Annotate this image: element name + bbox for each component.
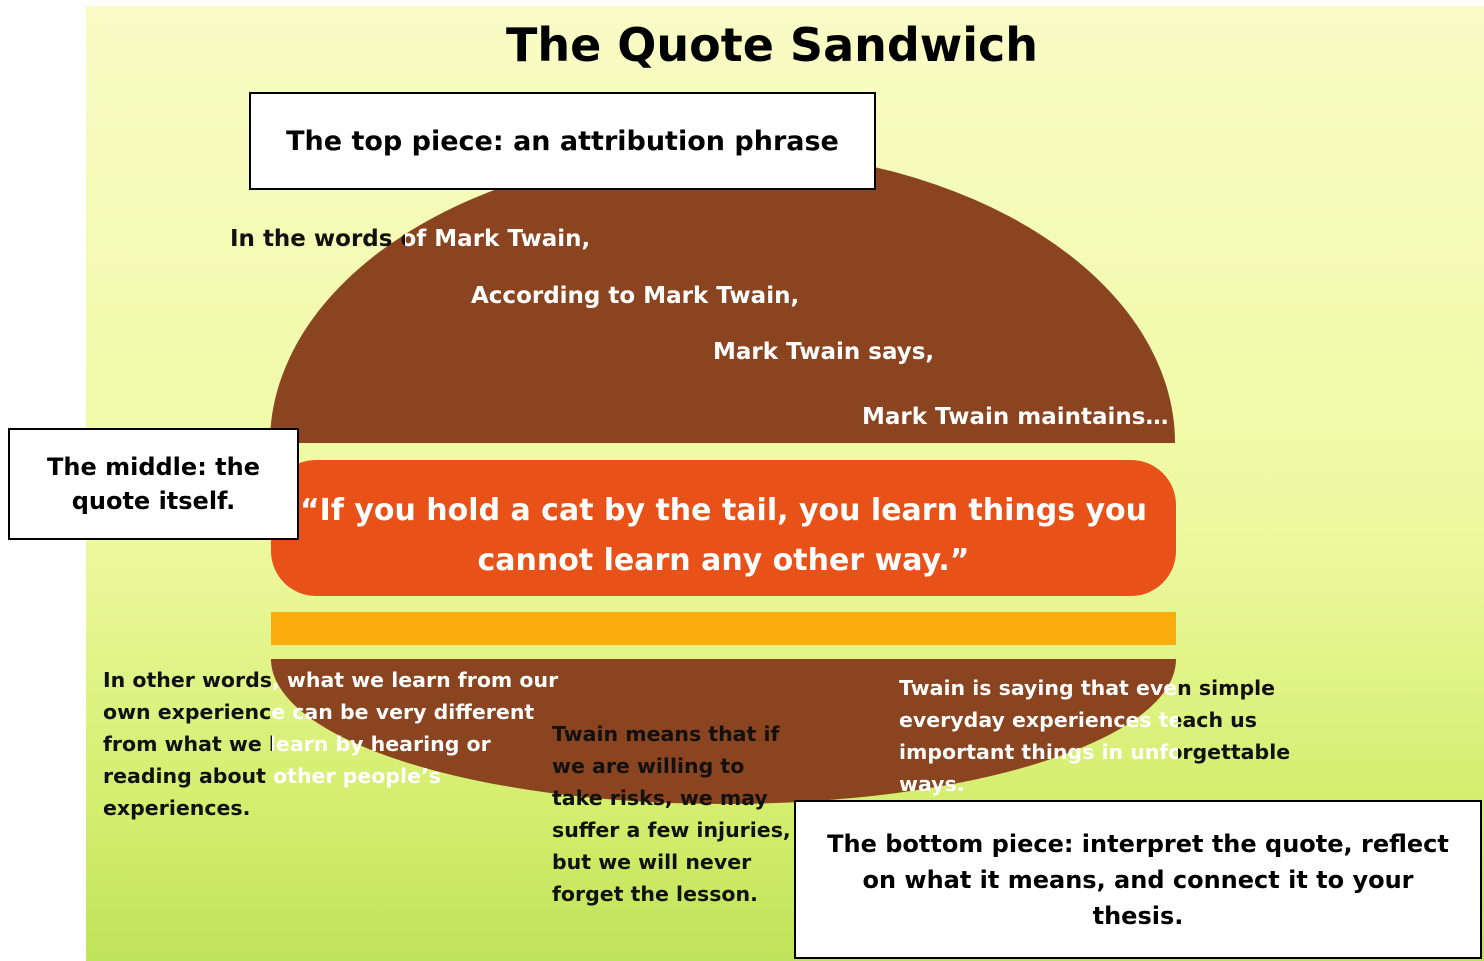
bottom-piece-label: The bottom piece: interpret the quote, reflect on what it means, and connect it to your thesis. — [794, 800, 1482, 959]
attribution-phrase: Mark Twain says, — [713, 339, 935, 365]
middle-label: The middle: the quote itself. — [8, 428, 299, 540]
interpretation-text: Twain means that if we are willing to take risks, we may suffer a few injuries, but we will never forget the lesson. — [552, 722, 791, 906]
quote-text: “If you hold a cat by the tail, you learn things you cannot learn any other way.” — [299, 493, 1148, 578]
interpretation-text: In other words, what we learn from our own experience can be very different from what we learn by hearing or reading about other people’s experiences. — [103, 664, 563, 824]
page-title: The Quote Sandwich — [505, 18, 1039, 72]
attribution-phrase: According to Mark Twain, — [471, 283, 800, 309]
cheese-slice — [271, 612, 1176, 645]
top-piece-label: The top piece: an attribution phrase — [249, 92, 876, 190]
attribution-phrase: Mark Twain maintains… — [862, 404, 1169, 430]
interpretation-text: Twain is saying that even simple everyday experiences teach us important things in unforgettable ways. — [899, 672, 1294, 800]
attribution-phrase: In the words of Mark Twain, — [230, 226, 591, 252]
